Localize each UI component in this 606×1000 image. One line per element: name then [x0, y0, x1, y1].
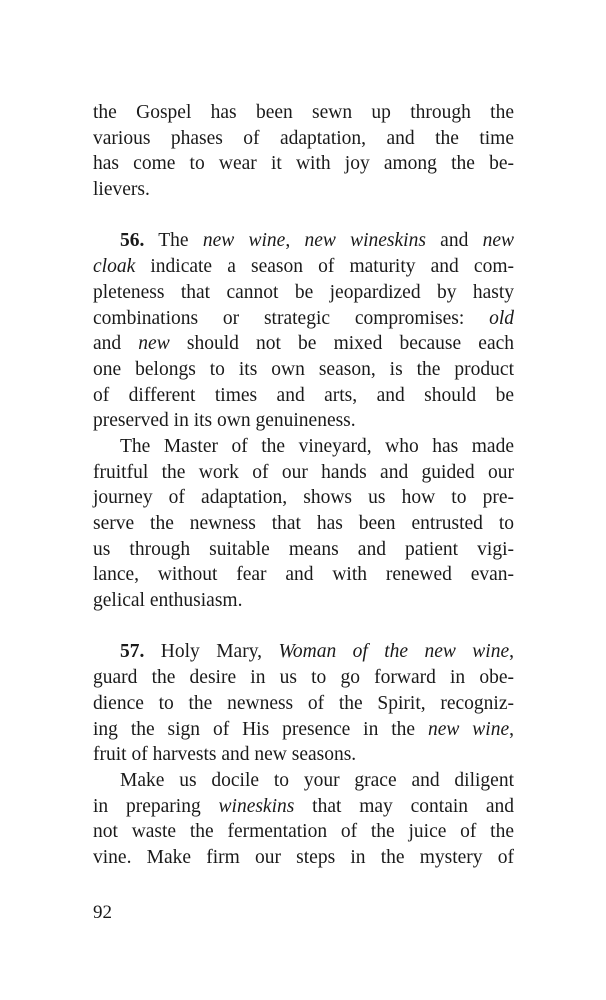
paragraph-gap: [93, 203, 514, 229]
text-line: dience to the newness of the Spirit, recogniz-: [93, 692, 514, 714]
text-line: ing the sign of His presence in the new wine,: [93, 718, 514, 740]
paragraph-56-continued: [93, 434, 514, 614]
text-line: of different times and arts, and should be: [93, 384, 514, 406]
section-number: 56.: [120, 230, 145, 252]
text-line: Make us docile to your grace and diligent: [120, 769, 514, 791]
text-line: various phases of adaptation, and the time: [93, 127, 514, 149]
text-line: preserved in its own genuineness.: [93, 410, 356, 432]
text-line: in preparing wineskins that may contain and: [93, 795, 514, 817]
paragraph-gap: [93, 614, 514, 640]
text-line: fruitful the work of our hands and guided our: [93, 461, 514, 483]
text-line: 56. The new wine, new wineskins and new: [120, 230, 514, 252]
paragraph-continued: [93, 100, 514, 203]
section-number: 57.: [120, 641, 145, 663]
page-number: 92: [93, 902, 112, 923]
text-line: 57. Holy Mary, Woman of the new wine,: [120, 641, 514, 663]
text-line: serve the newness that has been entrusted to: [93, 513, 514, 534]
text-line: journey of adaptation, shows us how to pre-: [93, 487, 514, 509]
text-line: fruit of harvests and new seasons.: [93, 744, 357, 766]
paragraph-57-continued: [93, 768, 514, 871]
paragraph-56: [93, 228, 514, 434]
page-body: [93, 100, 514, 871]
text-line: and new should not be mixed because each: [93, 333, 515, 355]
text-line: not waste the fermentation of the juice of the: [93, 821, 514, 843]
text-line: one belongs to its own season, is the product: [93, 358, 514, 380]
text-line: pleteness that cannot be jeopardized by hasty: [93, 281, 514, 303]
text-line: the Gospel has been sewn up through the: [93, 102, 514, 123]
text-line: combinations or strategic compromises: old: [93, 307, 514, 329]
text-line: cloak indicate a season of maturity and com-: [93, 256, 514, 278]
text-line: gelical enthusiasm.: [93, 590, 243, 612]
text-line: The Master of the vineyard, who has made: [120, 435, 514, 457]
text-line: guard the desire in us to go forward in obe-: [93, 667, 514, 689]
text-line: vine. Make firm our steps in the mystery of: [93, 846, 514, 868]
text-line: us through suitable means and patient vigi-: [93, 538, 514, 560]
text-line: has come to wear it with joy among the be-: [93, 153, 514, 175]
paragraph-57: [93, 639, 514, 767]
text-line: lievers.: [93, 179, 150, 201]
text-line: lance, without fear and with renewed evan-: [93, 564, 514, 586]
